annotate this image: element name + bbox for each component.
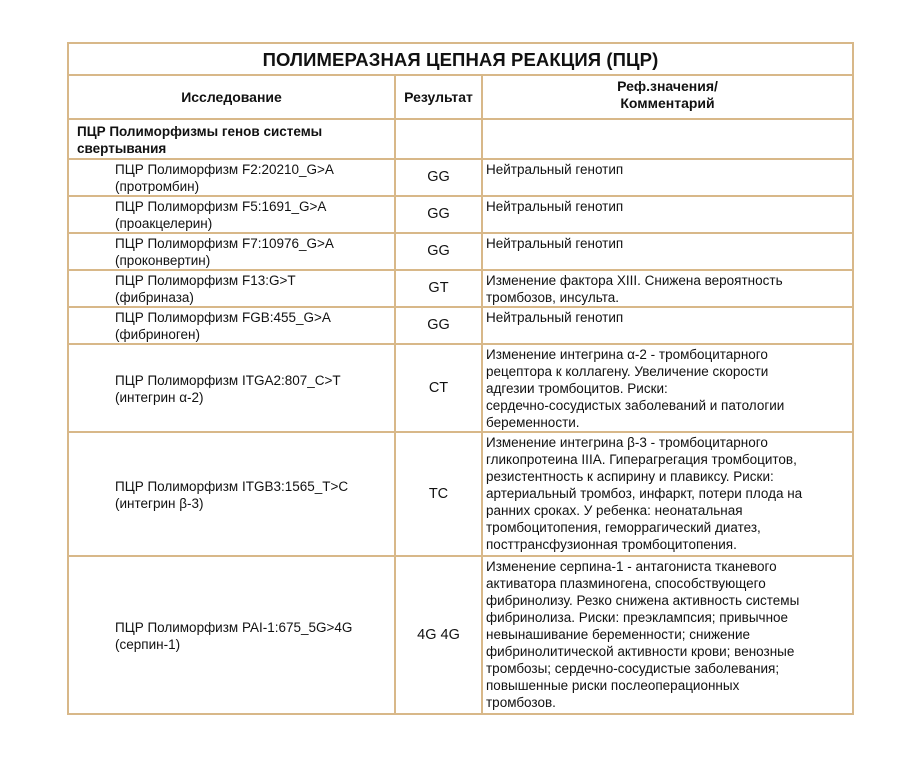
section-row: [68, 119, 853, 159]
test-name-line-1: ПЦР Полиморфизм F5:1691_G>A: [115, 199, 327, 214]
test-name-line-1: ПЦР Полиморфизм PAI-1:675_5G>4G: [115, 619, 353, 635]
test-name-line-2: (интегрин α-2): [115, 389, 204, 405]
header-reference-line2: Комментарий: [620, 95, 715, 111]
result-cell: 4G 4G: [395, 556, 482, 714]
comment-line: Нейтральный генотип: [486, 310, 624, 325]
test-name-line-2: (фибриноген): [115, 327, 200, 342]
comment-line: тромбозов, инсульта.: [486, 290, 619, 305]
test-name-cell: [68, 432, 395, 556]
comment-line: Нейтральный генотип: [486, 236, 624, 251]
comment-line: беременности.: [486, 415, 580, 430]
comment-cell: [482, 233, 853, 270]
table-row: [68, 344, 853, 432]
comment-line: рецептора к коллагену. Увеличение скорости: [486, 364, 769, 379]
comment-line: Нейтральный генотип: [486, 199, 624, 214]
comment-line: активатора плазминогена, способствующего: [486, 576, 766, 591]
result-cell: CT: [395, 344, 482, 432]
comment-cell: [482, 159, 853, 196]
test-name-line-2: (фибриназа): [115, 290, 194, 305]
section-comment-empty: [482, 119, 853, 159]
section-result-empty: [395, 119, 482, 159]
test-name-line-1: ПЦР Полиморфизм ITGA2:807_C>T: [115, 372, 341, 388]
test-name-cell: [68, 556, 395, 714]
table-row: [68, 307, 853, 344]
comment-line: повышенные риски послеоперационных: [486, 678, 740, 693]
comment-cell: [482, 196, 853, 233]
result-cell: GG: [395, 307, 482, 344]
comment-line: Изменение фактора XIII. Снижена вероятность: [486, 273, 783, 288]
comment-line: ранних сроках. У ребенка: неонатальная: [486, 503, 743, 518]
comment-line: артериальный тромбоз, инфаркт, потери плода на: [486, 486, 803, 501]
section-title: [68, 119, 395, 159]
result-cell: GT: [395, 270, 482, 307]
result-cell: TC: [395, 432, 482, 556]
result-cell: GG: [395, 159, 482, 196]
test-name-cell: [68, 270, 395, 307]
test-name-cell: [68, 307, 395, 344]
header-test: Исследование: [68, 75, 395, 119]
test-name-cell: [68, 196, 395, 233]
comment-line: посттрансфузионная тромбоцитопения.: [486, 537, 737, 552]
comment-line: фибринолитической активности крови; венозные: [486, 644, 795, 659]
header-reference-line1: Реф.значения/: [617, 78, 718, 94]
test-name-line-1: ПЦР Полиморфизм ITGB3:1565_T>C: [115, 478, 349, 494]
comment-cell: [482, 307, 853, 344]
comment-cell: [482, 556, 853, 714]
table-row: [68, 270, 853, 307]
test-name-line-2: (интегрин β-3): [115, 495, 204, 511]
test-name-line-2: (протромбин): [115, 179, 200, 194]
comment-cell: [482, 432, 853, 556]
comment-line: тромбозы; сердечно-сосудистые заболевания;: [486, 661, 780, 676]
test-name-cell: [68, 159, 395, 196]
header-reference: [482, 75, 853, 119]
comment-cell: [482, 344, 853, 432]
section-title-line1: ПЦР Полиморфизмы генов системы: [77, 124, 323, 139]
header-row: [68, 75, 853, 119]
comment-line: невынашивание беременности; снижение: [486, 627, 751, 642]
title-row: [68, 43, 853, 75]
test-name-line-1: ПЦР Полиморфизм F2:20210_G>A: [115, 162, 334, 177]
comment-line: фибринолиза. Риски: преэклампсия; привычное: [486, 610, 789, 625]
test-name-line-1: ПЦР Полиморфизм F13:G>T: [115, 273, 296, 288]
test-name-cell: [68, 344, 395, 432]
comment-line: гликопротеина IIIA. Гиперагрегация тромбоцитов,: [486, 452, 797, 467]
result-cell: GG: [395, 196, 482, 233]
comment-line: Изменение интегрина α-2 - тромбоцитарного: [486, 347, 768, 362]
comment-line: резистентность к аспирину и плавиксу. Риски:: [486, 469, 774, 484]
header-result: Результат: [395, 75, 482, 119]
table-row: [68, 159, 853, 196]
comment-line: адгезии тромбоцитов. Риски:: [486, 381, 668, 396]
result-rows: [68, 159, 853, 714]
test-name-line-1: ПЦР Полиморфизм FGB:455_G>A: [115, 310, 331, 325]
comment-line: сердечно-сосудистых заболеваний и патологии: [486, 398, 785, 413]
test-name-line-1: ПЦР Полиморфизм F7:10976_G>A: [115, 236, 334, 251]
table-row: [68, 432, 853, 556]
comment-line: Изменение интегрина β-3 - тромбоцитарного: [486, 435, 768, 450]
test-name-line-2: (проконвертин): [115, 253, 211, 268]
pcr-results-table: [67, 42, 854, 715]
test-name-cell: [68, 233, 395, 270]
test-name-line-2: (проакцелерин): [115, 216, 213, 231]
comment-line: фибринолизу. Резко снижена активность системы: [486, 593, 800, 608]
table-row: [68, 556, 853, 714]
table-row: [68, 233, 853, 270]
test-name-line-2: (серпин-1): [115, 636, 181, 652]
comment-line: тромбозов.: [486, 695, 556, 710]
table-row: [68, 196, 853, 233]
comment-line: Нейтральный генотип: [486, 162, 624, 177]
section-title-line2: свертывания: [77, 141, 167, 156]
comment-cell: [482, 270, 853, 307]
result-cell: GG: [395, 233, 482, 270]
comment-line: тромбоцитопения, геморрагический диатез,: [486, 520, 761, 535]
comment-line: Изменение серпина-1 - антагониста тканевого: [486, 559, 777, 574]
table-title: ПОЛИМЕРАЗНАЯ ЦЕПНАЯ РЕАКЦИЯ (ПЦР): [68, 43, 853, 75]
